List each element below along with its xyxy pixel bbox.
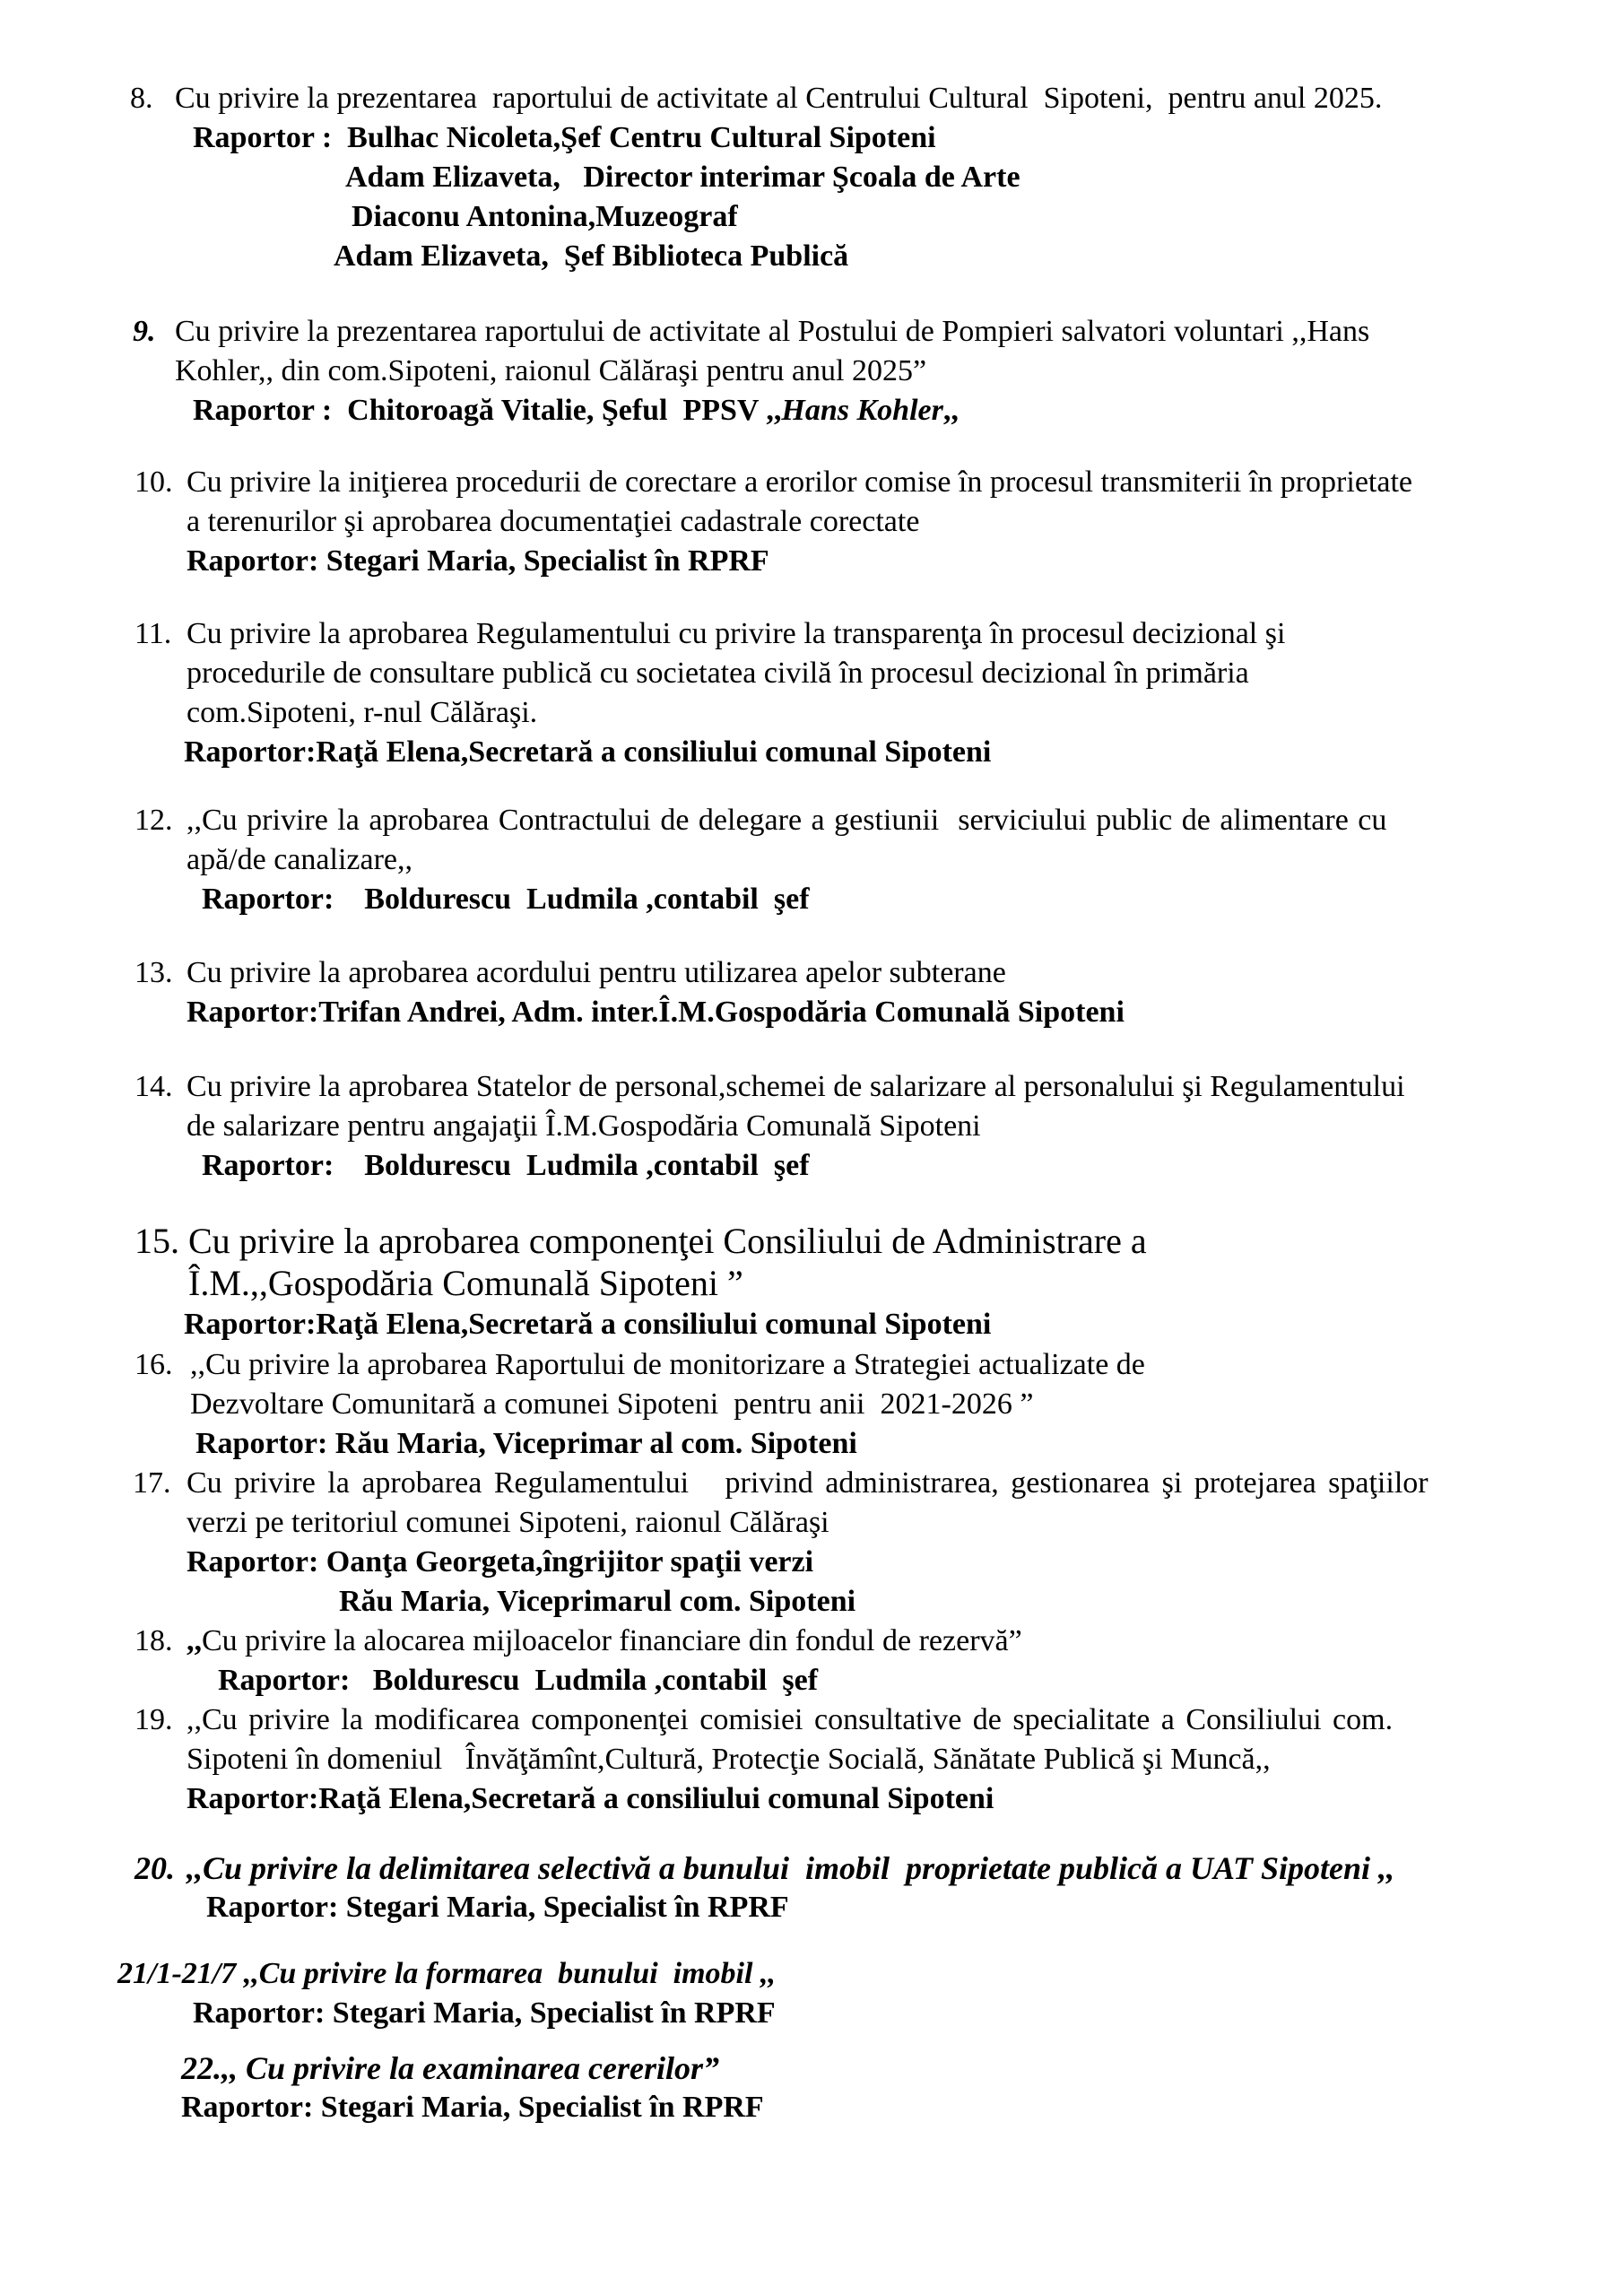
- text-segment: Raportor: Stegari Maria, Specialist în RPRF: [206, 1891, 789, 1924]
- text-segment: Hans Kohler: [781, 394, 943, 427]
- text-segment: procedurile de consultare publică cu societatea civilă în procesul decizional în primăria: [187, 657, 1249, 690]
- item-title-line: [0, 654, 1624, 693]
- text-segment: Cu privire la alocarea mijloacelor financiare din fondul de rezervă”: [202, 1624, 1022, 1657]
- text-segment: Kohler,, din com.Sipoteni, raionul Călăraşi pentru anul 2025”: [175, 354, 927, 387]
- text-segment: verzi pe teritoriul comunei Sipoteni, raionul Călăraşi: [187, 1506, 829, 1539]
- text-segment: Adam Elizaveta, Director interimar Şcoala de Arte: [345, 161, 1020, 194]
- text-segment: Raportor:Raţă Elena,Secretară a consiliului comunal Sipoteni: [184, 735, 992, 769]
- agenda-item: [0, 1345, 1624, 1464]
- agenda-item: [0, 953, 1624, 1032]
- text-segment: Raportor: Stegari Maria, Specialist în RPRF: [193, 1996, 776, 2030]
- raportor-line: [0, 197, 1624, 237]
- agenda-item: [0, 1700, 1624, 1819]
- item-number: 14.: [135, 1070, 173, 1103]
- text-segment: Cu privire la aprobarea Statelor de personal,schemei de salarizare al personalului şi Regulamentului: [187, 1070, 1405, 1103]
- text-segment: Raportor : Bulhac Nicoleta,Şef Centru Cultural Sipoteni: [193, 121, 936, 154]
- item-title-line: [0, 1464, 1624, 1503]
- text-segment: Î.M.,,Gospodăria Comunală Sipoteni ”: [188, 1263, 743, 1303]
- items-container: [0, 79, 1624, 2127]
- item-title-line: [0, 693, 1624, 733]
- item-number: 9.: [133, 315, 156, 348]
- raportor-line: [0, 2088, 1624, 2127]
- text-segment: Cu privire la prezentarea raportului de activitate al Centrului Cultural Sipoteni, pentru anul 2025.: [175, 82, 1383, 115]
- raportor-line: [0, 993, 1624, 1032]
- item-title-line: [0, 1345, 1624, 1385]
- text-segment: Raportor:Trifan Andrei, Adm. inter.Î.M.Gospodăria Comunală Sipoteni: [187, 996, 1125, 1029]
- text-segment: ,,Cu privire la modificarea componenţei comisiei consultative de specialitate a Consiliului com.: [187, 1703, 1394, 1736]
- item-title-line: [0, 1220, 1624, 1262]
- text-segment: ,,: [187, 1624, 202, 1657]
- item-title-line: [0, 1954, 1624, 1994]
- text-segment: Raportor: Rău Maria, Viceprimar al com. Sipoteni: [195, 1427, 857, 1460]
- text-segment: Sipoteni în domeniul Învăţămînt,Cultură, Protecţie Socială, Sănătate Publică şi Muncă,,: [187, 1743, 1271, 1776]
- item-number: 17.: [133, 1466, 171, 1500]
- raportor-line: [0, 880, 1624, 919]
- item-title-line: [0, 502, 1624, 542]
- text-segment: ,,: [942, 394, 959, 427]
- item-number: 22.: [181, 2050, 221, 2086]
- item-number: 11.: [135, 617, 172, 650]
- agenda-item: [0, 614, 1624, 772]
- raportor-line: [0, 542, 1624, 581]
- text-segment: Raportor:Raţă Elena,Secretară a consiliului comunal Sipoteni: [184, 1308, 992, 1341]
- text-segment: com.Sipoteni, r-nul Călăraşi.: [187, 696, 538, 729]
- item-title-line: [0, 614, 1624, 654]
- item-title-line: [0, 1107, 1624, 1146]
- agenda-item: [0, 463, 1624, 581]
- text-segment: Cu privire la iniţierea procedurii de corectare a erorilor comise în procesul transmiterii în proprietate: [187, 465, 1412, 499]
- agenda-item: [0, 1848, 1624, 1927]
- item-number: 19.: [135, 1703, 173, 1736]
- item-title-line: [0, 1848, 1624, 1888]
- raportor-line: [0, 1543, 1624, 1582]
- raportor-line: [0, 1888, 1624, 1927]
- text-segment: de salarizare pentru angajaţii Î.M.Gospodăria Comunală Sipoteni: [187, 1109, 981, 1143]
- raportor-line: [0, 1994, 1624, 2033]
- text-segment: apă/de canalizare,,: [187, 843, 413, 876]
- agenda-item: [0, 1220, 1624, 1345]
- item-number: 12.: [135, 804, 173, 837]
- agenda-item: [0, 312, 1624, 430]
- item-title-line: [0, 79, 1624, 118]
- agenda-item: [0, 801, 1624, 919]
- text-segment: Dezvoltare Comunitară a comunei Sipoteni pentru anii 2021-2026 ”: [190, 1387, 1034, 1421]
- text-segment: Raportor: Stegari Maria, Specialist în RPRF: [187, 544, 769, 578]
- agenda-item: [0, 1067, 1624, 1186]
- item-title-line: [0, 1740, 1624, 1779]
- text-segment: Raportor: Oanţa Georgeta,îngrijitor spaţii verzi: [187, 1545, 814, 1578]
- text-segment: Raportor : Chitoroagă Vitalie, Şeful PPSV ,,: [193, 394, 782, 427]
- text-segment: a terenurilor şi aprobarea documentaţiei cadastrale corectate: [187, 505, 920, 538]
- text-segment: Cu privire la aprobarea Regulamentului privind administrarea, gestionarea şi protejarea spaţiilor: [187, 1466, 1429, 1500]
- item-title-line: [0, 2048, 1624, 2088]
- item-title-line: [0, 801, 1624, 840]
- agenda-item: [0, 2048, 1624, 2127]
- raportor-line: [0, 1424, 1624, 1464]
- item-title-line: [0, 1503, 1624, 1543]
- text-segment: Cu privire la aprobarea acordului pentru utilizarea apelor subterane: [187, 956, 1006, 989]
- item-number: 18.: [135, 1624, 173, 1657]
- raportor-line: [0, 237, 1624, 276]
- item-number: 20.: [135, 1850, 175, 1886]
- text-segment: Raportor: Boldurescu Ludmila ,contabil şef: [218, 1664, 819, 1697]
- item-title-line: [0, 463, 1624, 502]
- text-segment: Cu privire la aprobarea componenţei Consiliului de Administrare a: [188, 1221, 1147, 1261]
- text-segment: Raportor:Raţă Elena,Secretară a consiliului comunal Sipoteni: [187, 1782, 994, 1815]
- raportor-line: [0, 1146, 1624, 1186]
- item-number: 10.: [135, 465, 173, 499]
- item-title-line: [0, 840, 1624, 880]
- raportor-line: [0, 733, 1624, 772]
- item-title-line: [0, 1067, 1624, 1107]
- text-segment: ,,Cu privire la aprobarea Raportului de monitorizare a Strategiei actualizate de: [190, 1348, 1145, 1381]
- raportor-line: [0, 1779, 1624, 1819]
- item-title-line: [0, 1622, 1624, 1661]
- raportor-line: [0, 158, 1624, 197]
- text-segment: ,,Cu privire la formarea bunului imobil ,,: [236, 1957, 776, 1990]
- raportor-line: [0, 1582, 1624, 1622]
- agenda-item: [0, 1954, 1624, 2033]
- text-segment: Rău Maria, Viceprimarul com. Sipoteni: [339, 1585, 856, 1618]
- item-number: 21/1-21/7: [117, 1957, 237, 1990]
- text-segment: ,, Cu privire la examinarea cererilor”: [221, 2050, 719, 2086]
- agenda-item: [0, 1464, 1624, 1622]
- text-segment: Cu privire la prezentarea raportului de activitate al Postului de Pompieri salvatori voluntari ,,Hans: [175, 315, 1370, 348]
- item-number: 8.: [130, 82, 153, 115]
- item-number: 15.: [135, 1221, 179, 1261]
- item-title-line: [0, 1700, 1624, 1740]
- raportor-line: [0, 1304, 1624, 1345]
- item-title-line: [0, 312, 1624, 352]
- item-title-line: [0, 1385, 1624, 1424]
- agenda-item: [0, 79, 1624, 276]
- raportor-line: [0, 1661, 1624, 1700]
- raportor-line: [0, 118, 1624, 158]
- text-segment: Raportor: Boldurescu Ludmila ,contabil şef: [202, 883, 810, 916]
- text-segment: Diaconu Antonina,Muzeograf: [352, 200, 738, 233]
- item-title-line: [0, 352, 1624, 391]
- item-title-line: [0, 1262, 1624, 1304]
- text-segment: Raportor: Boldurescu Ludmila ,contabil şef: [202, 1149, 810, 1182]
- text-segment: ,,Cu privire la delimitarea selectivă a bunului imobil proprietate publică a UAT Sipoteni ,,: [187, 1850, 1395, 1886]
- item-number: 13.: [135, 956, 173, 989]
- text-segment: Adam Elizaveta, Şef Biblioteca Publică: [334, 239, 849, 273]
- text-segment: Cu privire la aprobarea Regulamentului cu privire la transparenţa în procesul decizional şi: [187, 617, 1286, 650]
- text-segment: Raportor: Stegari Maria, Specialist în RPRF: [181, 2091, 764, 2124]
- agenda-item: [0, 1622, 1624, 1700]
- text-segment: ,,Cu privire la aprobarea Contractului de delegare a gestiunii serviciului public de alimentare cu: [187, 804, 1387, 837]
- item-title-line: [0, 953, 1624, 993]
- raportor-line: [0, 391, 1624, 430]
- item-number: 16.: [135, 1348, 173, 1381]
